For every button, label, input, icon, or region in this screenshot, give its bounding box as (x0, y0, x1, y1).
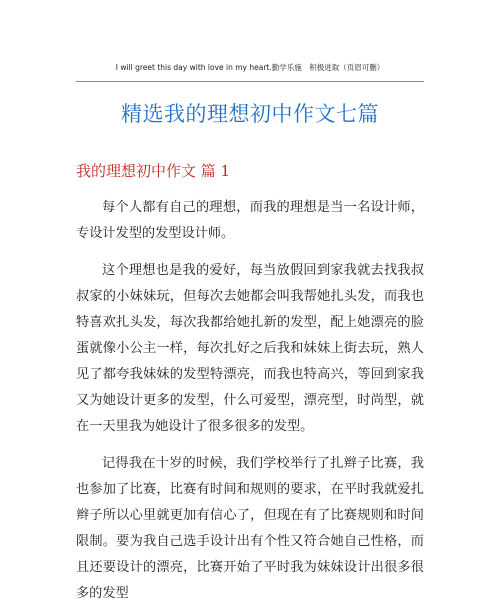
document-title: 精选我的理想初中作文七篇 (121, 102, 379, 126)
header-divider (76, 81, 424, 82)
page-header-text: I will greet this day with love in my heart.勤学乐施 积极进取（页眉可删） (115, 63, 385, 72)
paragraph-1: 每个人都有自己的理想，而我的理想是当一名设计师，专设计发型的发型设计师。 (76, 200, 424, 241)
section-heading: 我的理想初中作文 篇 1 (76, 162, 231, 180)
paragraph-2: 这个理想也是我的爱好，每当放假回到家我就去找我叔叔家的小妹妹玩，但每次去她都会叫我帮她扎头发，而我也特喜欢扎头发，每次我都给她扎新的发型，配上她漂亮的脸蛋就像小公主一样，每次扎好之后我和妹妹上街去玩，熟人见了都夸我妹妹的发型特漂亮，而我也特高兴，等回到家我又为她设计更多的发型，什么可爱型，漂亮型，时尚型，就在一天里我为她设计了很多很多的发型。 (76, 263, 424, 434)
paragraph-3: 记得我在十岁的时候，我们学校举行了扎辫子比赛，我也参加了比赛，比赛有时间和规则的要求，在平时我就爱扎辫子所以心里就更加有信心了，但现在有了比赛规则和时间限制。要为我自己选手设计出有个性又符合她自己性格，而且还要设计的漂亮，比赛开始了平时我为妹妹设计出很多很多的发型 (76, 456, 424, 601)
